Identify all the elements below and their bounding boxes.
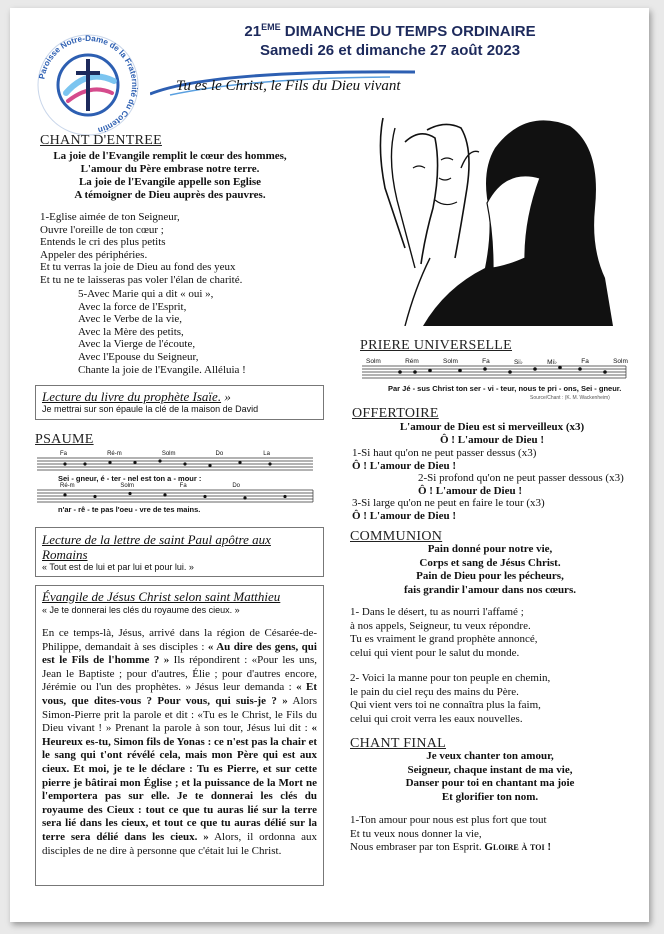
chant-final-verse-1: 1-Ton amour pour nous est plus fort que tout Et tu veux nous donner la vie, Nous embraser par ton Esprit. Gloire à toi ! (350, 814, 551, 854)
chant-entree-refrain: La joie de l'Evangile remplit le cœur des hommes, L'amour du Père embrase notre terre. La joie de l'Evangile appelle son Eglise A témoigner de Dieu auprès des pauvres. (53, 150, 287, 201)
communion-title: COMMUNION (350, 529, 443, 544)
priere-chords: Solm Rém Solm Fa Si♭ Mi♭ Fa Solm (366, 358, 628, 366)
christ-disciples-illustration (375, 108, 620, 326)
offertoire-verses: 1-Si haut qu'on ne peut passer dessus (x3) Ô ! L'amour de Dieu ! 2-Si profond qu'on ne peut passer dessous (x3) Ô ! L'amour de Dieu ! 3-Si large qu'on ne peut en faire le tour (x3) Ô ! L'amour de Dieu ! (352, 447, 624, 522)
evangile-sub: « Je te donnerai les clés du royaume des cieux. » (42, 605, 240, 615)
evangile-title: Évangile de Jésus Christ selon saint Matthieu (42, 589, 281, 604)
lecture-1-title: Lecture du livre du prophète Isaïe. » (42, 389, 231, 404)
psaume-line-2-chords: Ré-m Solm Fa Do (60, 483, 240, 489)
lecture-2-sub: « Tout est de lui et par lui et pour lui. » (42, 562, 194, 572)
chant-final-refrain: Je veux chanter ton amour, Seigneur, chaque instant de ma vie, Danser pour toi en chantant ma joie Et glorifier ton nom. (405, 750, 575, 803)
psaume-line-2-lyrics: n'ar - rê - te pas l'oeu - vre de tes mains. (58, 505, 201, 514)
header-dates: Samedi 26 et dimanche 27 août 2023 (259, 42, 521, 59)
lecture-1-sub: Je mettrai sur son épaule la clé de la maison de David (42, 404, 259, 414)
offertoire-refrain: L'amour de Dieu est si merveilleux (x3) Ô ! L'amour de Dieu ! (399, 421, 585, 446)
lecture-2-title: Lecture de la lettre de saint Paul apôtre aux Romains (42, 532, 271, 562)
chant-entree-title: CHANT D'ENTREE (40, 133, 162, 148)
communion-verse-1: 1- Dans le désert, tu as nourri l'affamé ; à nos appels, Seigneur, tu veux répondre. Tu es vraiment le grand prophète annoncé, celui qui vient pour le salut du monde. (350, 606, 538, 659)
communion-verse-2: 2- Voici la manne pour ton peuple en chemin, le pain du ciel reçu des mains du Père. Qui vient vers toi ne connaîtra plus la faim, celui qui croit verra les eaux nouvelles. (350, 672, 551, 725)
evangile-text: En ce temps-là, Jésus, arrivé dans la région de Césarée-de-Philippe, demandait à ses disciples : « Au dire des gens, qui est le Fils de l'homme ? » Ils répondirent : «Pour les uns, Jean le Baptiste ; pour d'autres, Élie ; pour d'autres encore, Jérémie ou l'un des prophètes. » Jésus leur demanda : « Et vous, que dites-vous ? Pour vous, qui suis-je ? » Alors Simon-Pierre prit la parole et dit : «Tu es le Christ, le Fils du Dieu vivant ! » Prenant la parole à son tour, Jésus lui dit : « Heureux es-tu, Simon fils de Yonas : ce n'est pas la chair et le sang qui t'ont révélé cela, mais mon Père qui est aux cieux. Et moi, je te le déclare : Tu es Pierre, et sur cette pierre je bâtirai mon Église ; et la puissance de la Mort ne l'emportera pas sur elle. Je te donnerai les clés du royaume des Cieux : tout ce que tu auras lié sur la terre sera lié dans les cieux, et tout ce que tu auras délié sur la terre sera délié dans les cieux. » Alors, il ordonna aux disciples de ne dire à personne que c'était lui le Christ. (42, 627, 318, 857)
parish-logo (36, 33, 140, 137)
theme-title: Tu es le Christ, le Fils du Dieu vivant (176, 78, 401, 94)
logo-ring-text: Paroisse Notre-Dame de la Fraternité du Cotentin (37, 33, 140, 135)
psaume-line-1-lyrics: Sei - gneur, é - ter - nel est ton a - mour : (58, 474, 202, 483)
header-title: 21EME DIMANCHE DU TEMPS ORDINAIRE (244, 22, 536, 40)
chant-final-title: CHANT FINAL (350, 736, 446, 751)
offertoire-title: OFFERTOIRE (352, 406, 439, 421)
priere-credit: Source/Chant : (K. M. Wackenheim) (530, 395, 610, 401)
priere-title: PRIERE UNIVERSELLE (360, 338, 513, 353)
psaume-line-1-chords: Fa Ré-m Solm Do La (60, 451, 270, 457)
chant-entree-verse-5: 5-Avec Marie qui a dit « oui », Avec la force de l'Esprit, Avec le Verbe de la vie, Avec la Mère des petits, Avec la Vierge de l'écoute, Avec l'Epouse du Seigneur, Chante la joie de l'Evangile. Alléluia ! (78, 288, 246, 376)
priere-lyrics: Par Jé - sus Christ ton ser - vi - teur, nous te pri - ons, Sei - gneur. (388, 384, 622, 393)
leaflet-page (10, 8, 649, 922)
lecture-2-box (35, 527, 324, 577)
evangile-box (35, 585, 324, 886)
lecture-1-box (35, 385, 324, 420)
chant-entree-verse-1: 1-Eglise aimée de ton Seigneur, Ouvre l'oreille de ton cœur ; Entends le cri des plus petits Appeler des périphéries. Et tu verras la joie de Dieu au fond des yeux Et tu ne te laisseras pas voler l'élan de charité. (40, 211, 243, 286)
communion-refrain: Pain donné pour notre vie, Corps et sang de Jésus Christ. Pain de Dieu pour les pécheurs, fais grandir l'amour dans nos cœurs. (404, 543, 576, 596)
psaume-title: PSAUME (35, 432, 94, 447)
